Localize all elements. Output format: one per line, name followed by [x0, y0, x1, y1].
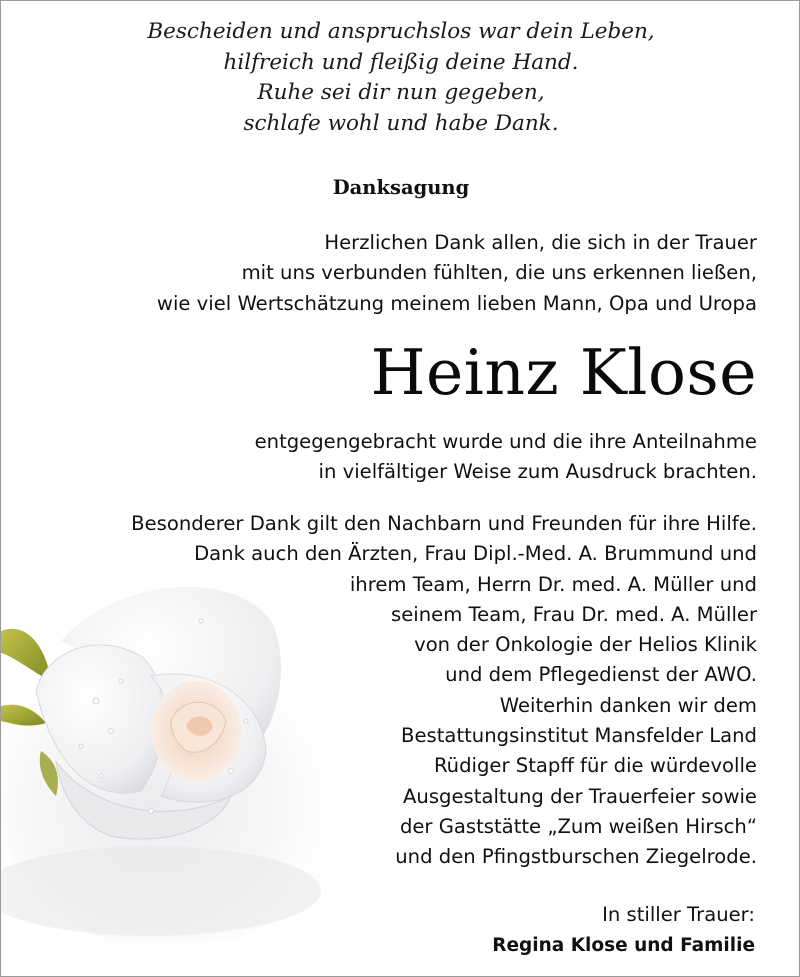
thanks-line: ihrem Team, Herrn Dr. med. A. Müller und [349, 572, 757, 596]
signature: Regina Klose und Familie [492, 935, 755, 956]
thanks-line: und den Pfingstburschen Ziegelrode. [395, 845, 757, 869]
verse-line: Bescheiden und anspruchslos war dein Leben, [147, 19, 655, 44]
after-line: in vielfältiger Weise zum Ausdruck brachten. [318, 460, 757, 484]
thanks-text [131, 509, 757, 873]
thanks-line: seinem Team, Frau Dr. med. A. Müller [391, 602, 757, 626]
memorial-verse [1, 17, 800, 139]
notice-heading: Danksagung [332, 176, 470, 199]
thanks-line: von der Onkologie der Helios Klinik [414, 633, 757, 657]
deceased-name: Heinz Klose [370, 336, 757, 409]
verse-line: Ruhe sei dir nun gegeben, [257, 80, 545, 105]
thanks-line: Rüdiger Stapff für die würdevolle [433, 754, 757, 778]
intro-text [157, 228, 757, 319]
verse-line: hilfreich und fleißig deine Hand. [223, 49, 579, 75]
intro-line: wie viel Wertschätzung meinem lieben Mann, Opa und Uropa [156, 291, 757, 315]
intro-line: mit uns verbunden fühlten, die uns erkennen ließen, [241, 261, 757, 285]
intro-line: Herzlichen Dank allen, die sich in der Trauer [324, 231, 757, 254]
thanks-line: Besonderer Dank gilt den Nachbarn und Freunden für ihre Hilfe. [131, 512, 757, 535]
after-line: entgegengebracht wurde und die ihre Anteilnahme [254, 430, 757, 453]
thanks-line: Weiterhin danken wir dem [499, 693, 757, 717]
thanks-line: Bestattungsinstitut Mansfelder Land [401, 724, 757, 748]
thanks-line: der Gaststätte „Zum weißen Hirsch“ [399, 814, 757, 838]
after-name-text [255, 427, 757, 488]
thanks-line: Ausgestaltung der Trauerfeier sowie [403, 784, 757, 808]
thanks-line: Dank auch den Ärzten, Frau Dipl.-Med. A. Brummund und [194, 542, 757, 566]
verse-line: schlafe wohl und habe Dank. [243, 110, 559, 136]
closing [492, 899, 755, 961]
thanks-line: und dem Pflegedienst der AWO. [445, 663, 757, 687]
closing-line: In stiller Trauer: [602, 903, 755, 926]
